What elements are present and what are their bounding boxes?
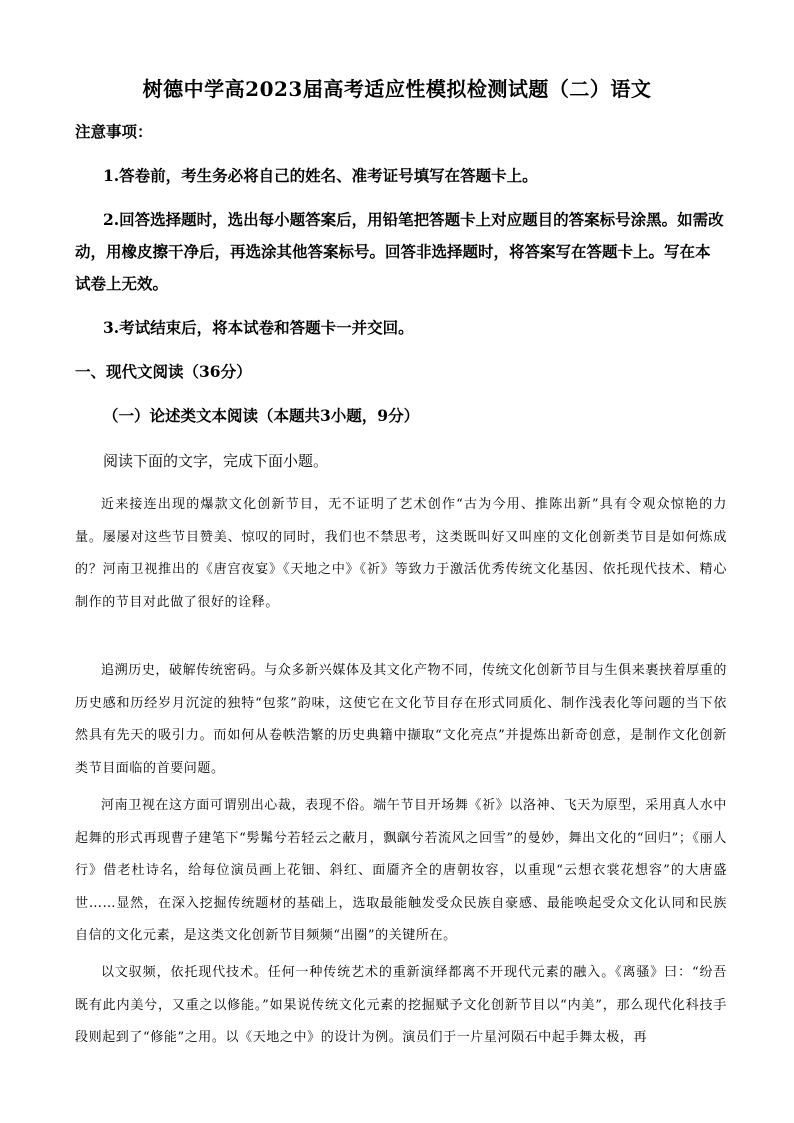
section-heading: 一、现代文阅读（36分） <box>75 362 252 381</box>
reading-paragraph-3: 河南卫视在这方面可谓别出心裁，表现不俗。端午节目开场舞《祈》以洛神、飞天为原型，采用真人水中起舞的形式再现曹子建笔下“髣髴兮若轻云之蔽月，飘飖兮若流风之回雪”的曼妙，舞出文化的“回归”；《丽人行》借老杜诗名，给每位演员画上花钿、斜红、面靥齐全的唐朝妆容，以重现“云想衣裳花想容”的大唐盛世……显然，在深入挖掘传统题材的基础上，选取最能触发受众民族自豪感、最能唤起受众文化认同和民族自信的文化元素，是这类文化创新节目频频“出圈”的关键所在。 <box>75 798 727 943</box>
page-title: 树德中学高2023届高考适应性模拟检测试题（二）语文 <box>142 77 652 101</box>
reading-paragraph-4: 以文驭频，依托现代技术。任何一种传统艺术的重新演绎都离不开现代元素的融入。《离骚》曰：“纷吾既有此内美兮，又重之以修能。”如果说传统文化元素的挖掘赋予文化创新节目以“内美”，那么现代化科技手段则起到了“修能”之用。以《天地之中》的设计为例。演员们于一片星河陨石中起手舞太极，再 <box>75 965 727 1045</box>
notice-item-1: 1.答卷前，考生务必将自己的姓名、准考证号填写在答题卡上。 <box>103 166 538 185</box>
reading-paragraph-2: 追溯历史，破解传统密码。与众多新兴媒体及其文化产物不同，传统文化创新节目与生俱来裹挟着厚重的历史感和历经岁月沉淀的独特“包浆”韵味，这使它在文化节目存在形式同质化、制作浅表化等问题的当下依然具有先天的吸引力。而如何从卷帙浩繁的历史典籍中撷取“文化亮点”并提炼出新奇创意，是制作文化创新类节目面临的首要问题。 <box>75 663 727 776</box>
notice-heading: 注意事项： <box>75 122 153 141</box>
notice-item-3: 3.考试结束后，将本试卷和答题卡一并交回。 <box>103 318 414 337</box>
reading-instruction: 阅读下面的文字，完成下面小题。 <box>103 452 329 470</box>
reading-paragraph-1: 近来接连出现的爆款文化创新节目，无不证明了艺术创作“古为今用、推陈出新”具有令观众惊艳的力量。屡屡对这些节目赞美、惊叹的同时，我们也不禁思考，这类既叫好又叫座的文化创新类节目是如何炼成的？河南卫视推出的《唐宫夜宴》《天地之中》《祈》等致力于激活优秀传统文化基因、依托现代技术、精心制作的节目对此做了很好的诠释。 <box>75 497 727 610</box>
notice-item-2 <box>75 204 725 300</box>
subsection-heading: （一）论述类文本阅读（本题共3小题，9分） <box>103 406 420 425</box>
notice-item-2-text: 2.回答选择题时，选出每小题答案后，用铅笔把答题卡上对应题目的答案标号涂黑。如需改动，用橡皮擦干净后，再选涂其他答案标号。回答非选择题时，将答案写在答题卡上。写在本试卷上无效。 <box>75 210 724 293</box>
